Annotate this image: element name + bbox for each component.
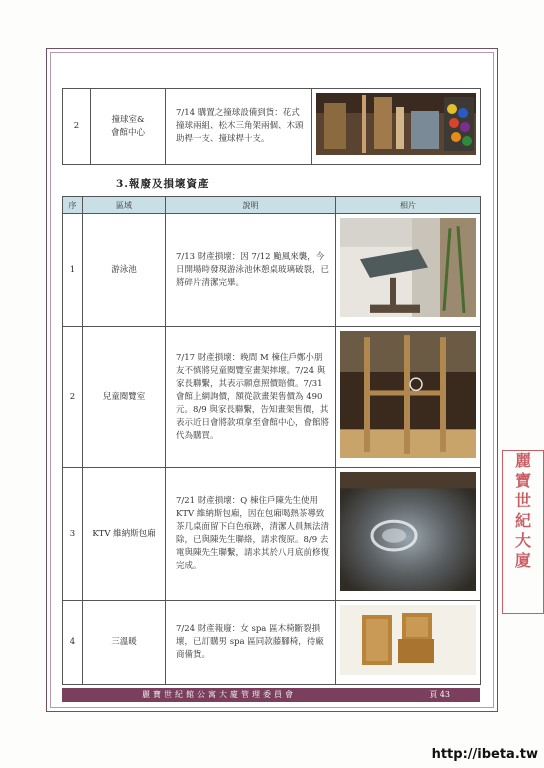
table-row xyxy=(63,214,481,327)
header-area: 區域 xyxy=(83,197,166,214)
photo-cell xyxy=(336,327,481,468)
equipment-table-continuation xyxy=(62,88,481,165)
section-title: 3.報廢及損壞資產 xyxy=(116,178,210,190)
row-description: 7/24 財產報廢：女 spa 區木椅斷裂損壞，已訂購男 spa 區同款藤腳椅，待廠商備貨。 xyxy=(166,601,336,685)
site-watermark: http://ibeta.tw xyxy=(431,747,538,762)
table-row xyxy=(63,327,481,468)
broken-chair-photo xyxy=(340,605,476,675)
photo-cell xyxy=(336,601,481,685)
area-line-1: 撞球室& xyxy=(111,114,145,125)
stamp-char: 世 xyxy=(514,491,531,510)
row-description: 7/14 購置之撞球設備到貨：花式撞球兩組、松木三角架兩個、木頭助桿一支、撞球桿十支。 xyxy=(166,89,312,165)
photo-cell xyxy=(336,468,481,601)
stamp-char: 紀 xyxy=(514,511,531,530)
row-number: 2 xyxy=(63,89,91,165)
area-name: KTV 維納斯包廂 xyxy=(83,468,166,601)
easel-photo xyxy=(340,331,476,458)
stamp-char: 寶 xyxy=(514,471,531,490)
tea-table-stain-photo xyxy=(340,472,476,591)
footer-org: 麗寶世紀館公寓大廈管理委員會 xyxy=(142,690,296,699)
stamp-char: 大 xyxy=(514,531,531,550)
table-header-row xyxy=(63,197,481,214)
row-number: 2 xyxy=(63,327,83,468)
row-description: 7/13 財產損壞：因 7/12 颱風來襲，今日開場時發現游泳池休憩桌玻璃破裂，已將碎片清潔完畢。 xyxy=(166,214,336,327)
header-num: 序 xyxy=(63,197,83,214)
row-number: 4 xyxy=(63,601,83,685)
footer-bar xyxy=(62,688,480,702)
header-photo: 相片 xyxy=(336,197,481,214)
pool-table-photo xyxy=(340,218,476,317)
table-row xyxy=(63,601,481,685)
area-name: 三溫暖 xyxy=(83,601,166,685)
row-number: 1 xyxy=(63,214,83,327)
stamp-char: 廈 xyxy=(514,551,531,570)
header-desc: 說明 xyxy=(166,197,336,214)
area-name xyxy=(91,89,166,165)
photo-cell xyxy=(336,214,481,327)
official-seal-stamp xyxy=(502,450,544,614)
area-name: 兒童閱覽室 xyxy=(83,327,166,468)
row-description: 7/17 財產損壞：晚間 M 棟住戶鄭小朋友不慎將兒童閱覽室畫架摔壞。7/24 與家長聯繫，其表示願意照價賠償。7/31 會館上網詢價，額從款畫架售價為 490 元。8/9 與家長聯繫，告知畫架售價，其表示近日會將款項拿至會館中心，會館將代為購買。 xyxy=(166,327,336,468)
area-name: 游泳池 xyxy=(83,214,166,327)
table-row xyxy=(63,468,481,601)
photo-cell xyxy=(312,89,481,165)
stamp-char: 麗 xyxy=(514,451,531,470)
footer-page: 頁 43 xyxy=(429,690,450,699)
row-number: 3 xyxy=(63,468,83,601)
row-description: 7/21 財產損壞：Q 棟住戶陳先生使用 KTV 維納斯包廂，因在包廂喝熱茶導致茶几桌面留下白色痕跡，清潔人員無法清除，已與陳先生聯絡，請求復原。8/9 去電與陳先生聯繫，請求其於八月底前修復完成。 xyxy=(166,468,336,601)
damaged-assets-table xyxy=(62,196,481,685)
area-line-2: 會館中心 xyxy=(110,127,145,138)
billiards-photo xyxy=(316,93,476,155)
